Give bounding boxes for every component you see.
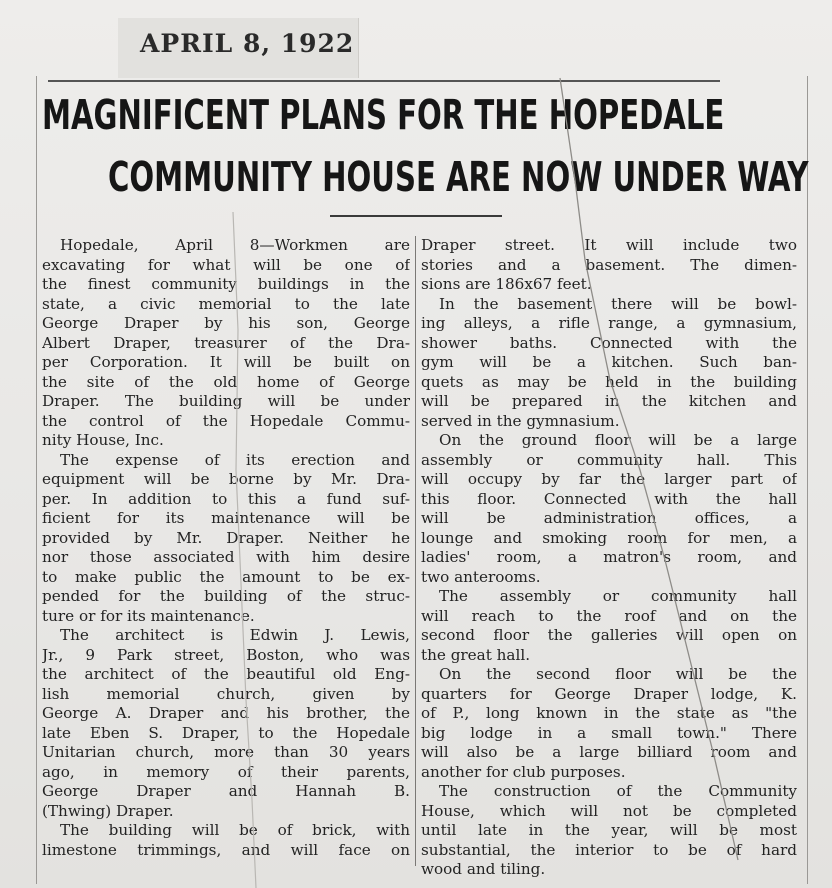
left-column-line: lish memorial church, given by [42,684,410,703]
left-column-line: Albert Draper, treasurer of the Dra- [42,333,410,352]
right-column-line: stories and a basement. The dimen- [421,255,797,274]
left-column-line: nor those associated with him desire [42,548,410,566]
left-column-line: the site of the old home of George [42,372,410,391]
right-column-line: will be administration offices, a [421,509,797,527]
right-column-line: another for club purposes. [421,762,626,781]
right-column-line: will occupy by far the larger part of [421,470,797,488]
left-column-line: ture or for its maintenance. [42,606,255,625]
right-column-line: shower baths. Connected with the [421,333,797,352]
right-column-line: quarters for George Draper lodge, K. [421,684,797,703]
column-divider [415,236,416,866]
right-column-line: In the basement there will be bowl- [439,294,797,313]
right-column-line: ing alleys, a rifle range, a gymnasium, [421,314,797,332]
right-column-line: will be prepared in the kitchen and [421,392,797,410]
right-column-line: On the ground floor will be a large [439,431,797,449]
headline-line-1: MAGNIFICENT PLANS FOR THE HOPEDALE [42,91,725,139]
right-column-line: of P., long known in the state as "the [421,704,797,722]
article-column-right [421,236,797,880]
right-column-line: assembly or community hall. This [421,450,797,469]
right-column-line: wood and tiling. [421,860,546,878]
right-column-line: sions are 186x67 feet. [421,275,592,293]
left-column-line: to make public the amount to be ex- [42,567,410,586]
right-column-line: ladies' room, a matron's room, and [421,548,797,566]
right-column-line: this floor. Connected with the hall [421,489,797,508]
right-column-line: until late in the year, will be most [421,821,797,839]
right-column-line: second floor the galleries will open on [421,626,797,644]
article-column-left [42,236,410,860]
right-column-line: substantial, the interior to be of hard [421,840,797,859]
left-column-line: Jr., 9 Park street, Boston, who was [42,645,410,664]
left-column-line: the control of the Hopedale Commu- [42,411,410,430]
right-column-line: Draper street. It will include two [421,236,797,254]
left-column-line: George Draper and Hannah B. [42,782,410,800]
right-column-line: The assembly or community hall [439,587,797,605]
right-column-line: gym will be a kitchen. Such ban- [421,353,797,371]
left-column-line: (Thwing) Draper. [42,801,174,820]
right-column-line: On the second floor will be the [439,665,797,683]
left-column-line: ago, in memory of their parents, [42,762,410,781]
right-column-line: lounge and smoking room for men, a [421,528,797,547]
right-column-line: will also be a large billiard room and [421,743,797,761]
left-column-line: equipment will be borne by Mr. Dra- [42,470,410,488]
headline-rule [330,215,502,217]
left-column-line: late Eben S. Draper, to the Hopedale [42,723,410,742]
right-column-line: big lodge in a small town." There [421,723,797,742]
left-column-line: per Corporation. It will be built on [42,353,410,371]
left-column-line: per. In addition to this a fund suf- [42,489,410,508]
right-column-line: two anterooms. [421,567,541,586]
right-column-line: the great hall. [421,645,531,664]
left-column-line: excavating for what will be one of [42,255,410,274]
left-column-line: ficient for its maintenance will be [42,509,410,527]
left-column-line: nity House, Inc. [42,431,164,449]
left-column-line: pended for the building of the struc- [42,587,410,605]
left-column-line: provided by Mr. Draper. Neither he [42,528,410,547]
left-column-line: Unitarian church, more than 30 years [42,743,410,761]
left-column-line: limestone trimmings, and will face on [42,840,410,859]
left-column-line: The building will be of brick, with [60,821,410,839]
left-column-line: state, a civic memorial to the late [42,294,410,313]
right-column-line: served in the gymnasium. [421,411,620,430]
top-rule [48,80,720,82]
left-column-line: the finest community buildings in the [42,275,410,293]
left-column-line: Draper. The building will be under [42,392,410,410]
left-column-line: the architect of the beautiful old Eng- [42,665,410,683]
right-column-line: House, which will not be completed [421,801,797,820]
right-column-line: quets as may be held in the building [421,372,797,391]
left-column-line: The architect is Edwin J. Lewis, [60,626,410,644]
headline-line-2: COMMUNITY HOUSE ARE NOW UNDER WAY [108,153,809,201]
left-column-line: Hopedale, April 8—Workmen are [60,236,410,254]
left-column-line: George Draper by his son, George [42,314,410,332]
right-column-line: The construction of the Community [439,782,797,800]
left-column-line: The expense of its erection and [60,450,410,469]
dateline: APRIL 8, 1922 [140,29,355,58]
left-column-line: George A. Draper and his brother, the [42,704,410,722]
right-column-line: will reach to the roof and on the [421,606,797,625]
